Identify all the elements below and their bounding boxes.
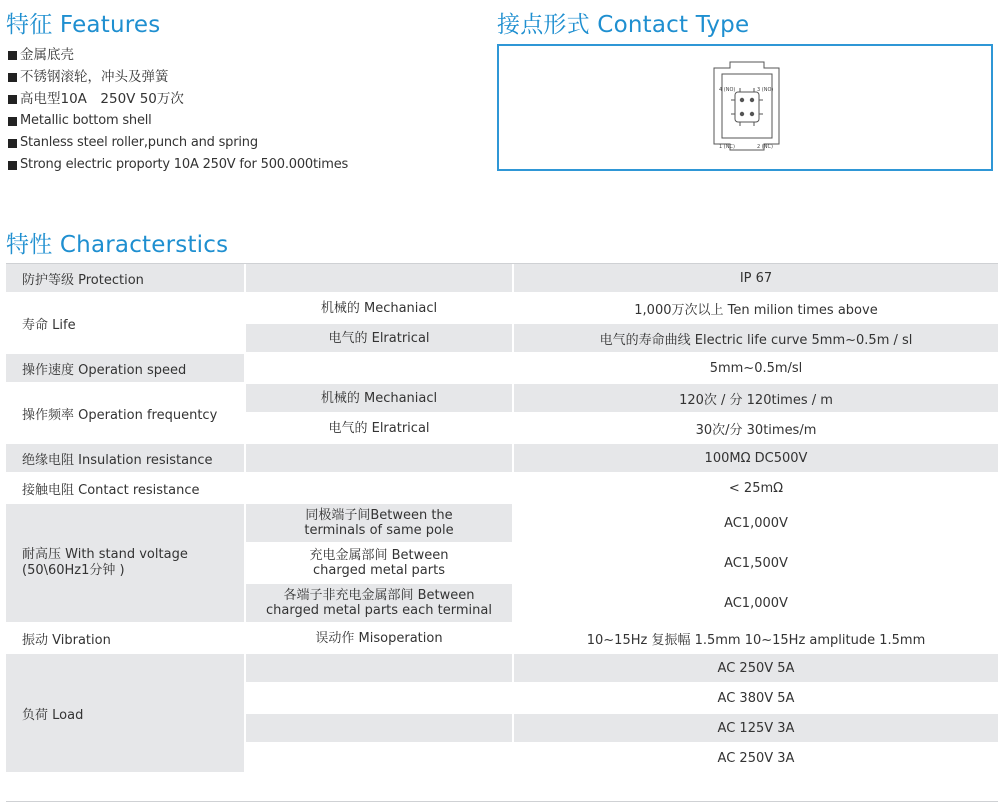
row-value: 5mm~0.5m/sl (514, 354, 998, 384)
row-label (6, 504, 244, 624)
square-bullet-icon (8, 139, 17, 148)
square-bullet-icon (8, 51, 17, 60)
feature-item (8, 66, 348, 88)
switch-inner-outline (722, 74, 772, 138)
switch-outline (714, 62, 779, 150)
characteristics-table (6, 264, 998, 774)
row-sub (244, 444, 514, 474)
terminal-3-label: 3 (NO) (757, 87, 774, 93)
table-bottom-rule (6, 801, 998, 802)
square-bullet-icon (8, 117, 17, 126)
row-sub: 机械的 Mechaniacl (244, 384, 514, 414)
row-value: AC1,500V (514, 544, 998, 584)
characteristics-title: 特性 Characterstics (6, 232, 229, 258)
row-label: 防护等级 Protection (6, 264, 244, 294)
terminal-1-icon (740, 112, 744, 116)
terminal-2-label: 2 (NC) (757, 144, 773, 150)
row-value: 电气的寿命曲线 Electric life curve 5mm~0.5m / sl (514, 324, 998, 354)
table-row (6, 624, 998, 654)
row-sub: 电气的 Elratrical (244, 324, 514, 354)
row-value: 1,000万次以上 Ten milion times above (514, 294, 998, 324)
feature-text: Strong electric proporty 10A 250V for 500.000times (20, 157, 349, 172)
row-label: 操作速度 Operation speed (6, 354, 244, 384)
feature-text: 金属底壳 (20, 47, 74, 63)
feature-item (8, 132, 348, 154)
square-bullet-icon (8, 95, 17, 104)
row-value: AC1,000V (514, 584, 998, 624)
row-value: AC 380V 5A (514, 684, 998, 714)
row-sub: 电气的 Elratrical (244, 414, 514, 444)
row-label: 振动 Vibration (6, 624, 244, 654)
sub-line: 各端子非充电金属部间 Between (283, 588, 475, 603)
row-value: 120次 / 分 120times / m (514, 384, 998, 414)
row-value: < 25mΩ (514, 474, 998, 504)
row-value: AC 125V 3A (514, 714, 998, 744)
table-row (6, 654, 998, 684)
table-row (6, 504, 998, 544)
square-bullet-icon (8, 73, 17, 82)
row-label: 寿命 Life (6, 294, 244, 354)
sub-line: charged metal parts (312, 563, 445, 578)
sub-line: 充电金属部间 Between (309, 548, 449, 563)
row-value: AC 250V 5A (514, 654, 998, 684)
feature-text: 不锈钢滚轮，冲头及弹簧 (20, 69, 169, 85)
square-bullet-icon (8, 161, 17, 170)
row-sub (244, 544, 514, 584)
row-sub: 机械的 Mechaniacl (244, 294, 514, 324)
withstand-label-line1: 耐高压 With stand voltage (22, 547, 188, 562)
contact-diagram (499, 46, 991, 169)
row-value: AC1,000V (514, 504, 998, 544)
withstand-label-line2: (50\60Hz1分钟 ) (22, 563, 125, 578)
row-sub: 误动作 Misoperation (244, 624, 514, 654)
row-label: 操作频率 Operation frequentcy (6, 384, 244, 444)
row-label: 接触电阻 Contact resistance (6, 474, 244, 504)
row-sub (244, 654, 514, 684)
row-value: 10~15Hz 复振幅 1.5mm 10~15Hz amplitude 1.5mm (514, 624, 998, 654)
sub-line: 同极端子间Between the (305, 508, 453, 523)
feature-text: Metallic bottom shell (20, 113, 152, 128)
table-row (6, 474, 998, 504)
row-sub (244, 714, 514, 744)
table-row (6, 264, 998, 294)
feature-text: 高电型10A 250V 50万次 (20, 91, 184, 107)
features-title: 特征 Features (6, 12, 161, 38)
row-label: 绝缘电阻 Insulation resistance (6, 444, 244, 474)
feature-item (8, 110, 348, 132)
terminal-3-icon (750, 98, 754, 102)
row-label: 负荷 Load (6, 654, 244, 774)
table-row (6, 354, 998, 384)
terminal-4-label: 4 (NO) (719, 87, 736, 93)
row-sub (244, 584, 514, 624)
sub-line: charged metal parts each terminal (266, 603, 492, 618)
row-value: IP 67 (514, 264, 998, 294)
table-row (6, 294, 998, 324)
contact-type-box (497, 44, 993, 171)
row-sub (244, 354, 514, 384)
row-sub (244, 504, 514, 544)
feature-item (8, 88, 348, 110)
feature-text: Stanless steel roller,punch and spring (20, 135, 258, 150)
terminal-4-icon (740, 98, 744, 102)
row-sub (244, 474, 514, 504)
row-value: AC 250V 3A (514, 744, 998, 774)
feature-item (8, 44, 348, 66)
contact-type-title: 接点形式 Contact Type (497, 12, 750, 38)
sub-line: terminals of same pole (304, 523, 454, 538)
terminal-2-icon (750, 112, 754, 116)
features-list (8, 44, 348, 176)
contact-block (735, 92, 759, 122)
table-row (6, 384, 998, 414)
terminal-1-label: 1 (NC) (719, 144, 735, 150)
row-sub (244, 264, 514, 294)
row-sub (244, 744, 514, 774)
row-value: 30次/分 30times/m (514, 414, 998, 444)
row-sub (244, 684, 514, 714)
row-value: 100MΩ DC500V (514, 444, 998, 474)
feature-item (8, 154, 348, 176)
table-row (6, 444, 998, 474)
